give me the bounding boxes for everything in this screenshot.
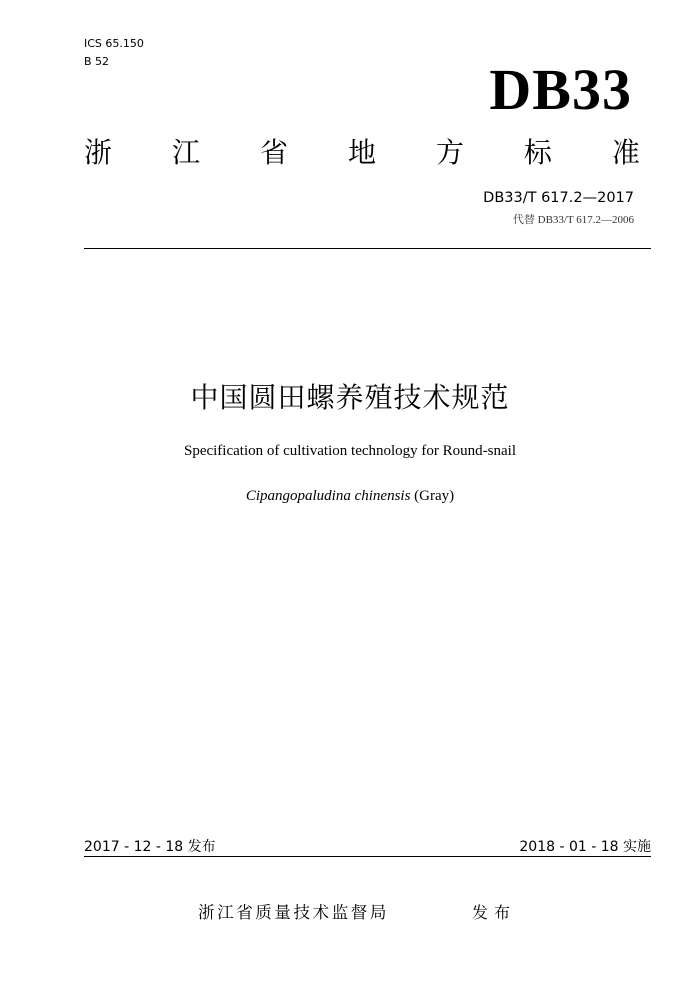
ics-code: ICS 65.150	[84, 37, 144, 50]
standard-logo: DB33	[489, 57, 632, 122]
title-english: Specification of cultivation technology for Round-snail	[183, 443, 516, 459]
standard-type-char: 方	[435, 136, 464, 169]
replaces-standard: 代替 DB33/T 617.2—2006	[512, 214, 634, 226]
scientific-author: (Gray)	[410, 488, 455, 504]
header-divider	[84, 248, 651, 249]
standard-type-char: 地	[347, 136, 376, 169]
standard-type-char: 标	[523, 136, 552, 169]
title-chinese: 中国圆田螺养殖技术规范	[190, 381, 510, 414]
standard-type-heading	[84, 135, 640, 171]
standard-number: DB33/T 617.2—2017	[483, 190, 634, 206]
standard-type-char: 省	[259, 136, 288, 169]
implementation-date: 2018 - 01 - 18 实施	[519, 839, 651, 855]
issue-date: 2017 - 12 - 18 发布	[84, 839, 216, 855]
classification-code: B 52	[84, 55, 110, 68]
standard-type-char: 准	[611, 136, 640, 169]
publisher-name: 浙江省质量技术监督局	[198, 903, 389, 922]
standard-type-char: 江	[171, 136, 200, 169]
standard-type-char: 浙	[84, 136, 113, 169]
scientific-name: Cipangopaludina chinensis	[245, 488, 411, 504]
footer-divider	[84, 856, 651, 857]
publish-label: 发布	[472, 903, 517, 922]
title-scientific-name	[0, 486, 700, 506]
